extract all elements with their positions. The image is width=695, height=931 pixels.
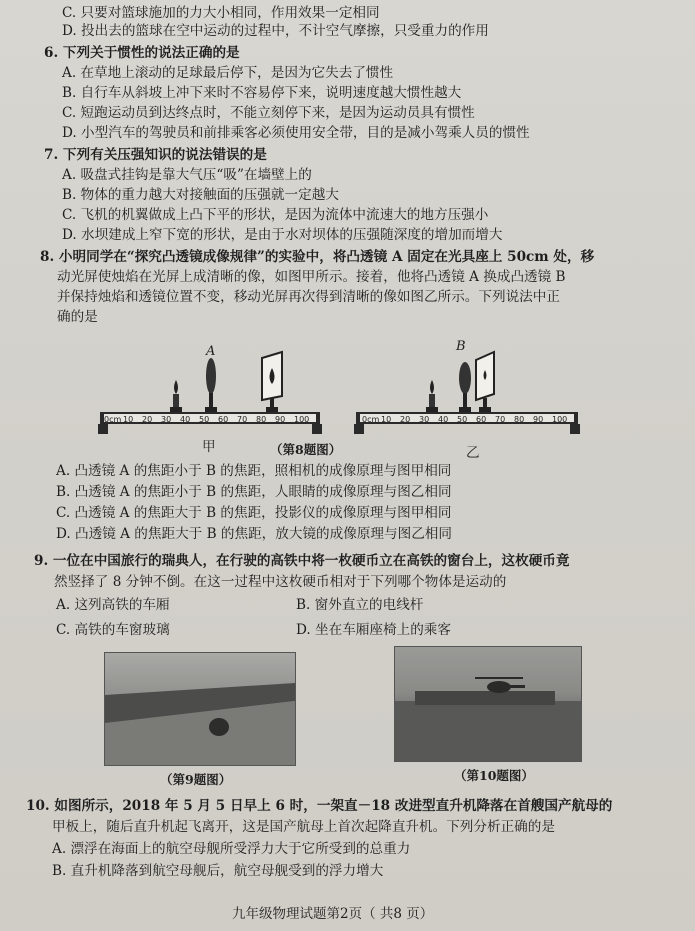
ruler-tick-label: 70 bbox=[495, 415, 506, 424]
ruler-tick-label: 60 bbox=[476, 415, 487, 424]
q8-stem-line1: 8. 小明同学在“探究凸透镜成像规律”的实验中，将凸透镜 A 固定在光具座上 50cm 处，移 bbox=[40, 249, 595, 265]
ruler-tick-label: 50 bbox=[199, 415, 210, 424]
q5-option-d: D. 投出去的篮球在空中运动的过程中，不计空气摩擦，只受重力的作用 bbox=[62, 23, 489, 39]
q8-stem-line3: 并保持烛焰和透镜位置不变，移动光屏再次得到清晰的像如图乙所示。下列说法中正 bbox=[57, 289, 560, 305]
ruler-tick-label: 30 bbox=[419, 415, 430, 424]
q9-option-a: A. 这列高铁的车厢 bbox=[56, 597, 170, 613]
q7-option-a: A. 吸盘式挂钩是靠大气压“吸”在墙壁上的 bbox=[62, 167, 312, 183]
screen-icon bbox=[262, 352, 282, 412]
q6-option-d: D. 小型汽车的驾驶员和前排乘客必须使用安全带，目的是减小驾乘人员的惯性 bbox=[62, 125, 530, 141]
q7-option-c: C. 飞机的机翼做成上凸下平的形状，是因为流体中流速大的地方压强小 bbox=[62, 207, 489, 223]
ruler-tick-label: 90 bbox=[275, 415, 286, 424]
q8-stem-line4: 确的是 bbox=[57, 309, 98, 325]
q10-photo-helicopter-on-carrier bbox=[394, 646, 582, 762]
ruler-tick-label: 80 bbox=[256, 415, 267, 424]
ruler-tick-label: 100 bbox=[552, 415, 568, 424]
q8-option-c: C. 凸透镜 A 的焦距大于 B 的焦距，投影仪的成像原理与图甲相同 bbox=[56, 505, 452, 521]
coin-icon bbox=[209, 718, 229, 736]
lens-a-icon bbox=[205, 358, 217, 412]
q10-stem-line2: 甲板上，随后直升机起飞离开，这是国产航母上首次起降直升机。下列分析正确的是 bbox=[52, 819, 555, 835]
candle-icon bbox=[170, 380, 182, 412]
ruler-tick-label: 50 bbox=[457, 415, 468, 424]
ruler-tick-label: 0cm bbox=[362, 415, 380, 424]
lens-b-label: B bbox=[456, 339, 466, 354]
ruler-tick-label: 10 bbox=[123, 415, 134, 424]
ruler-tick-label: 20 bbox=[400, 415, 411, 424]
ruler-tick-label: 90 bbox=[533, 415, 544, 424]
q6-stem: 6. 下列关于惯性的说法正确的是 bbox=[44, 45, 240, 61]
ruler-ticks-yi bbox=[362, 415, 572, 427]
screen-icon bbox=[476, 352, 494, 412]
ruler-tick-label: 100 bbox=[294, 415, 310, 424]
figure-label-jia: 甲 bbox=[202, 439, 216, 455]
page-footer: 九年级物理试题第2页（ 共8 页） bbox=[232, 906, 434, 922]
q8-stem-line2: 动光屏使烛焰在光屏上成清晰的像，如图甲所示。接着，他将凸透镜 A 换成凸透镜 B bbox=[57, 269, 566, 285]
q5-option-c: C. 只要对篮球施加的力大小相同，作用效果一定相同 bbox=[62, 5, 380, 21]
q7-option-d: D. 水坝建成上窄下宽的形状，是由于水对坝体的压强随深度的增加而增大 bbox=[62, 227, 503, 243]
q8-option-d: D. 凸透镜 A 的焦距大于 B 的焦距，放大镜的成像原理与图乙相同 bbox=[56, 526, 452, 542]
q8-option-a: A. 凸透镜 A 的焦距小于 B 的焦距，照相机的成像原理与图甲相同 bbox=[56, 463, 452, 479]
q8-figure-caption: （第8题图） bbox=[270, 442, 342, 457]
lens-b-icon bbox=[459, 362, 471, 412]
q9-photo-coin-on-windowsill bbox=[104, 652, 296, 766]
ruler-tick-label: 0cm bbox=[104, 415, 122, 424]
q10-option-b: B. 直升机降落到航空母舰后，航空母舰受到的浮力增大 bbox=[52, 863, 384, 879]
figure-label-yi: 乙 bbox=[466, 445, 480, 461]
q6-option-c: C. 短跑运动员到达终点时，不能立刻停下来，是因为运动员具有惯性 bbox=[62, 105, 475, 121]
q9-option-d: D. 坐在车厢座椅上的乘客 bbox=[296, 622, 451, 638]
q9-option-c: C. 高铁的车窗玻璃 bbox=[56, 622, 170, 638]
q10-option-a: A. 漂浮在海面上的航空母舰所受浮力大于它所受到的总重力 bbox=[52, 841, 411, 857]
ruler-tick-label: 40 bbox=[438, 415, 449, 424]
q7-option-b: B. 物体的重力越大对接触面的压强就一定越大 bbox=[62, 187, 339, 203]
q8-option-b: B. 凸透镜 A 的焦距小于 B 的焦距，人眼睛的成像原理与图乙相同 bbox=[56, 484, 452, 500]
candle-icon bbox=[426, 380, 438, 412]
q9-stem-line1: 9. 一位在中国旅行的瑞典人，在行驶的高铁中将一枚硬币立在高铁的窗台上，这枚硬币竟 bbox=[34, 553, 570, 569]
q10-figure-caption: （第10题图） bbox=[454, 768, 534, 783]
lens-a-label: A bbox=[206, 344, 216, 359]
q9-option-b: B. 窗外直立的电线杆 bbox=[296, 597, 424, 613]
q10-stem-line1: 10. 如图所示，2018 年 5 月 5 日早上 6 时，一架直－18 改进型直升机降落在首艘国产航母的 bbox=[26, 798, 613, 814]
q6-option-a: A. 在草地上滚动的足球最后停下，是因为它失去了惯性 bbox=[62, 65, 394, 81]
q6-option-b: B. 自行车从斜坡上冲下来时不容易停下来，说明速度越大惯性越大 bbox=[62, 85, 462, 101]
ruler-tick-label: 40 bbox=[180, 415, 191, 424]
q7-stem: 7. 下列有关压强知识的说法错误的是 bbox=[44, 147, 267, 163]
q9-stem-line2: 然竖择了 8 分钟不倒。在这一过程中这枚硬币相对于下列哪个物体是运动的 bbox=[54, 574, 507, 590]
helicopter-icon bbox=[475, 677, 525, 693]
ruler-tick-label: 70 bbox=[237, 415, 248, 424]
ruler-tick-label: 80 bbox=[514, 415, 525, 424]
ruler-tick-label: 30 bbox=[161, 415, 172, 424]
q9-figure-caption: （第9题图） bbox=[160, 772, 232, 787]
ruler-ticks-jia bbox=[104, 415, 314, 427]
ruler-tick-label: 10 bbox=[381, 415, 392, 424]
ruler-tick-label: 20 bbox=[142, 415, 153, 424]
ruler-tick-label: 60 bbox=[218, 415, 229, 424]
